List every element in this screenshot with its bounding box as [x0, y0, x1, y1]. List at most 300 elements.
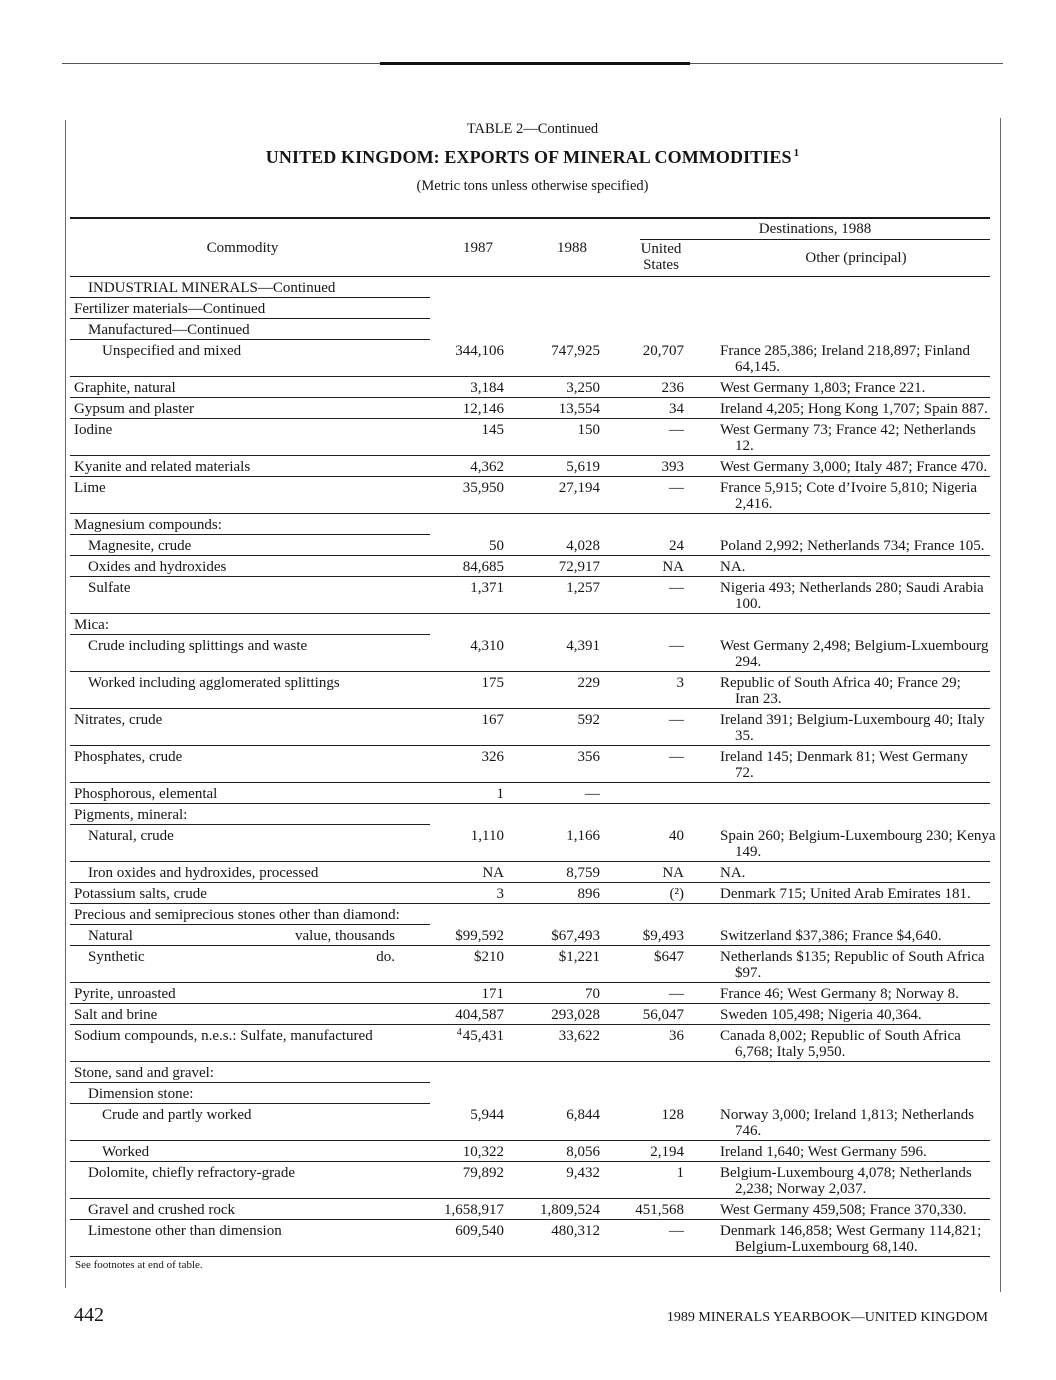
- destinations-other: [720, 638, 990, 670]
- destinations-other: [720, 1144, 990, 1160]
- value-1987-text: 171: [481, 986, 504, 1002]
- commodity-name: Kyanite and related materials: [74, 459, 251, 475]
- commodity-name: Nitrates, crude: [74, 712, 163, 728]
- commodity-name: Natural, crude: [88, 828, 174, 844]
- commodity-name: Mica:: [74, 617, 109, 633]
- commodity-name: Potassium salts, crude: [74, 886, 207, 902]
- commodity-cell: [70, 675, 430, 691]
- value-1988: 480,312: [551, 1223, 600, 1239]
- header-other-principal: Other (principal): [805, 250, 907, 266]
- value-1987-text: 4,362: [470, 459, 504, 475]
- commodity-cell: [70, 580, 430, 596]
- table-row: [70, 983, 990, 1004]
- value-1987: [430, 986, 504, 1002]
- commodity-name: Unspecified and mixed: [102, 343, 242, 359]
- commodity-name: Gravel and crushed rock: [88, 1202, 236, 1218]
- commodity-cell: [70, 1065, 430, 1081]
- commodity-name: Gypsum and plaster: [74, 401, 194, 417]
- destinations-other-line: Ireland 4,205; Hong Kong 1,707; Spain 887.: [720, 401, 988, 417]
- table-row: [70, 556, 990, 577]
- destinations-other-line: Ireland 145; Denmark 81; West Germany: [720, 749, 969, 765]
- commodity-cell: [70, 559, 430, 575]
- header-1987: 1987: [463, 240, 493, 256]
- destinations-other-line: Spain 260; Belgium-Luxembourg 230; Kenya: [720, 828, 996, 844]
- destinations-other: [720, 480, 990, 512]
- value-1987: [430, 786, 504, 802]
- destinations-other: [720, 459, 990, 475]
- destinations-other: [720, 1202, 990, 1218]
- commodity-cell: [70, 986, 430, 1002]
- destinations-other: [720, 712, 990, 744]
- table-row: [70, 456, 990, 477]
- commodity-name: Phosphates, crude: [74, 749, 183, 765]
- commodity-name: Magnesium compounds:: [74, 517, 222, 533]
- destinations-other-line: Republic of South Africa 40; France 29;: [720, 675, 961, 691]
- top-page-rule-heavy: [380, 62, 690, 65]
- value-1987: [430, 1007, 504, 1023]
- table-row: [70, 398, 990, 419]
- table-row: [70, 1141, 990, 1162]
- destinations-other-line: Switzerland $37,386; France $4,640.: [720, 928, 942, 944]
- value-united-states: —: [669, 1223, 684, 1239]
- commodity-cell: [70, 401, 430, 417]
- commodity-unit: do.: [376, 949, 395, 965]
- value-1987: [430, 1165, 504, 1181]
- value-1987: [430, 343, 504, 359]
- table-label: TABLE 2—Continued: [466, 121, 599, 137]
- destinations-other: [720, 886, 990, 902]
- commodity-cell: [70, 1202, 430, 1218]
- value-1987-text: $99,592: [455, 928, 504, 944]
- destinations-other-line: NA.: [720, 559, 746, 575]
- table-row: [70, 1220, 990, 1257]
- commodity-name: Worked including agglomerated splittings: [88, 675, 340, 691]
- value-united-states: $647: [654, 949, 684, 965]
- value-1987: [430, 928, 504, 944]
- value-1987: [430, 1028, 504, 1044]
- commodity-cell: [70, 459, 430, 475]
- value-united-states: 236: [661, 380, 684, 396]
- value-1987-text: 344,106: [455, 343, 504, 359]
- commodity-name: Salt and brine: [74, 1007, 158, 1023]
- value-1987: [430, 1107, 504, 1123]
- commodity-cell: [70, 786, 430, 802]
- value-united-states: —: [669, 580, 684, 596]
- value-1988: 150: [577, 422, 600, 438]
- value-1988: 70: [585, 986, 600, 1002]
- destinations-other-line: 294.: [735, 654, 762, 670]
- destinations-other: [720, 1223, 990, 1255]
- table-group-heading: [70, 277, 990, 298]
- value-1987-text: 1,658,917: [444, 1202, 504, 1218]
- destinations-other: [720, 559, 990, 575]
- destinations-other: [720, 401, 990, 417]
- value-united-states: 451,568: [635, 1202, 684, 1218]
- table-title: [65, 146, 1000, 168]
- value-1987: [430, 949, 504, 965]
- destinations-other: [720, 1065, 990, 1081]
- header-commodity: Commodity: [206, 240, 279, 256]
- value-1988: 9,432: [566, 1165, 600, 1181]
- destinations-other: [720, 675, 990, 707]
- table-row: [70, 946, 990, 983]
- commodity-cell: [70, 886, 430, 902]
- value-1988: 72,917: [558, 559, 600, 575]
- commodity-cell: [70, 1107, 430, 1123]
- destinations-other: [720, 580, 990, 612]
- value-1988: 6,844: [566, 1107, 600, 1123]
- destinations-other: [720, 949, 990, 981]
- value-1987-text: 10,322: [462, 1144, 504, 1160]
- value-1987-text: 84,685: [462, 559, 504, 575]
- destinations-rule: [640, 239, 990, 240]
- footnote-marker: 4: [456, 1027, 462, 1038]
- value-1987: [430, 1144, 504, 1160]
- table-row: [70, 709, 990, 746]
- destinations-other: [720, 865, 990, 881]
- commodity-name: Synthetic: [88, 949, 145, 965]
- commodity-cell: [70, 422, 430, 438]
- destinations-other-line: Nigeria 493; Netherlands 280; Saudi Arabia: [720, 580, 984, 596]
- destinations-other-line: Poland 2,992; Netherlands 734; France 105.: [720, 538, 985, 554]
- commodity-name: Stone, sand and gravel:: [74, 1065, 214, 1081]
- table-group-heading: [70, 514, 990, 535]
- destinations-other-line: Ireland 391; Belgium-Luxembourg 40; Italy: [720, 712, 985, 728]
- commodity-name: Graphite, natural: [74, 380, 176, 396]
- value-united-states: —: [669, 422, 684, 438]
- commodity-cell: [70, 807, 430, 823]
- commodity-name: Precious and semiprecious stones other than diamond:: [74, 907, 400, 923]
- commodity-name: Pyrite, unroasted: [74, 986, 176, 1002]
- commodity-name: Phosphorous, elemental: [74, 786, 218, 802]
- destinations-other: [720, 986, 990, 1002]
- value-1987-text: 404,587: [455, 1007, 504, 1023]
- table-group-heading: [70, 614, 990, 635]
- header-us-line1: United: [640, 241, 682, 257]
- destinations-other: [720, 907, 990, 923]
- value-1987-text: 1,371: [470, 580, 504, 596]
- destinations-other-line: 6,768; Italy 5,950.: [735, 1044, 846, 1060]
- value-1987: [430, 886, 504, 902]
- commodity-cell: [70, 280, 430, 296]
- value-united-states: 2,194: [650, 1144, 684, 1160]
- value-1988: 5,619: [566, 459, 600, 475]
- destinations-other-line: $97.: [735, 965, 762, 981]
- value-1987: [430, 401, 504, 417]
- commodity-cell: [70, 828, 430, 844]
- destinations-other-line: Iran 23.: [735, 691, 782, 707]
- destinations-other-line: 72.: [735, 765, 754, 781]
- destinations-other: [720, 301, 990, 317]
- table-group-heading: [70, 1083, 990, 1104]
- page-number: 442: [74, 1304, 104, 1326]
- destinations-other-line: Norway 3,000; Ireland 1,813; Netherlands: [720, 1107, 975, 1123]
- commodity-cell: [70, 1086, 430, 1102]
- value-1987-text: 35,950: [462, 480, 504, 496]
- value-united-states: NA: [662, 559, 684, 575]
- value-united-states: —: [669, 480, 684, 496]
- value-1988: 4,391: [566, 638, 600, 654]
- destinations-other-line: 149.: [735, 844, 762, 860]
- table-row: [70, 1104, 990, 1141]
- commodity-cell: [70, 907, 430, 923]
- value-united-states: —: [669, 749, 684, 765]
- table-group-heading: [70, 298, 990, 319]
- value-1988: 293,028: [551, 1007, 600, 1023]
- destinations-other-line: Denmark 146,858; West Germany 114,821;: [720, 1223, 982, 1239]
- destinations-other-line: 35.: [735, 728, 754, 744]
- destinations-other: [720, 422, 990, 454]
- commodity-name: Sulfate: [88, 580, 131, 596]
- commodity-name: Sodium compounds, n.e.s.: Sulfate, manufactured: [74, 1028, 373, 1044]
- table-title-text: UNITED KINGDOM: EXPORTS OF MINERAL COMMODITIES: [265, 147, 792, 167]
- destinations-other-line: 64,145.: [735, 359, 780, 375]
- value-1988: 33,622: [558, 1028, 600, 1044]
- value-1987-text: 79,892: [462, 1165, 504, 1181]
- destinations-other-line: Netherlands $135; Republic of South Africa: [720, 949, 985, 965]
- table-group-heading: [70, 804, 990, 825]
- table-row: [70, 635, 990, 672]
- destinations-other-line: 746.: [735, 1123, 762, 1139]
- table-row: [70, 340, 990, 377]
- destinations-other: [720, 1165, 990, 1197]
- commodity-cell: [70, 517, 430, 533]
- destinations-other-line: France 46; West Germany 8; Norway 8.: [720, 986, 959, 1002]
- destinations-other-line: Belgium-Luxembourg 68,140.: [735, 1239, 918, 1255]
- commodity-cell: [70, 322, 430, 338]
- destinations-other: [720, 1028, 990, 1060]
- commodity-cell: [70, 380, 430, 396]
- value-united-states: 56,047: [642, 1007, 684, 1023]
- table-group-heading: [70, 1062, 990, 1083]
- value-united-states: 20,707: [642, 343, 684, 359]
- table-row: [70, 1004, 990, 1025]
- value-1987: [430, 1202, 504, 1218]
- value-1987-text: 167: [481, 712, 504, 728]
- commodity-cell: [70, 1223, 430, 1239]
- value-1987: [430, 828, 504, 844]
- value-1987-text: 1: [496, 786, 504, 802]
- destinations-other-line: West Germany 1,803; France 221.: [720, 380, 926, 396]
- commodity-name: Worked: [102, 1144, 150, 1160]
- value-united-states: 3: [676, 675, 684, 691]
- value-1987: [430, 638, 504, 654]
- destinations-other: [720, 1107, 990, 1139]
- destinations-other: [720, 1007, 990, 1023]
- value-1987-text: 609,540: [455, 1223, 504, 1239]
- table-row: [70, 672, 990, 709]
- commodity-name: Oxides and hydroxides: [88, 559, 227, 575]
- commodity-name: Limestone other than dimension: [88, 1223, 282, 1239]
- value-united-states: 393: [661, 459, 684, 475]
- destinations-other: [720, 749, 990, 781]
- destinations-other-line: Sweden 105,498; Nigeria 40,364.: [720, 1007, 922, 1023]
- destinations-other-line: Canada 8,002; Republic of South Africa: [720, 1028, 961, 1044]
- value-united-states: —: [669, 712, 684, 728]
- destinations-other-line: France 5,915; Cote d’Ivoire 5,810; Nigeria: [720, 480, 978, 496]
- value-1987-text: 45,431: [462, 1028, 504, 1044]
- destinations-other-line: West Germany 3,000; Italy 487; France 470.: [720, 459, 988, 475]
- value-1987: [430, 559, 504, 575]
- commodity-cell: [70, 638, 430, 654]
- destinations-other: [720, 343, 990, 375]
- table-row: [70, 419, 990, 456]
- destinations-other: [720, 380, 990, 396]
- commodity-cell: [70, 949, 430, 965]
- value-united-states: 36: [669, 1028, 684, 1044]
- commodity-cell: [70, 480, 430, 496]
- commodity-name: INDUSTRIAL MINERALS—Continued: [88, 280, 336, 296]
- footnote-reference: See footnotes at end of table.: [75, 1259, 203, 1271]
- left-margin-line: [65, 120, 66, 1288]
- destinations-other-line: 100.: [735, 596, 762, 612]
- value-united-states: 40: [669, 828, 684, 844]
- value-1988: 747,925: [551, 343, 600, 359]
- destinations-other-line: West Germany 73; France 42; Netherlands: [720, 422, 976, 438]
- destinations-other-line: Denmark 715; United Arab Emirates 181.: [720, 886, 971, 902]
- commodity-name: Iodine: [74, 422, 113, 438]
- destinations-other: [720, 807, 990, 823]
- destinations-other: [720, 538, 990, 554]
- value-united-states: 128: [661, 1107, 684, 1123]
- commodity-cell: [70, 865, 430, 881]
- value-united-states: NA: [662, 865, 684, 881]
- table-row: [70, 535, 990, 556]
- commodity-cell: [70, 538, 430, 554]
- value-1987-text: 1,110: [470, 828, 504, 844]
- value-1988: 1,166: [566, 828, 600, 844]
- value-united-states: (²): [669, 886, 684, 902]
- value-united-states: —: [669, 986, 684, 1002]
- value-1987: [430, 580, 504, 596]
- value-1987: [430, 865, 504, 881]
- table-group-heading: [70, 319, 990, 340]
- value-1987-text: 3: [496, 886, 504, 902]
- value-1987-text: 3,184: [470, 380, 504, 396]
- table-row: [70, 862, 990, 883]
- destinations-other: [720, 517, 990, 533]
- value-1987: [430, 480, 504, 496]
- table-subtitle: (Metric tons unless otherwise specified): [416, 178, 649, 194]
- table-row: [70, 825, 996, 862]
- commodity-name: Natural: [88, 928, 133, 944]
- value-1987: [430, 675, 504, 691]
- commodity-cell: [70, 1028, 430, 1044]
- commodity-name: Magnesite, crude: [88, 538, 192, 554]
- header-united-states: [620, 241, 702, 273]
- running-title: 1989 MINERALS YEARBOOK—UNITED KINGDOM: [666, 1310, 988, 1325]
- value-united-states: 34: [669, 401, 684, 417]
- table-row: [70, 1025, 990, 1062]
- commodity-cell: [70, 301, 430, 317]
- destinations-other: [720, 786, 990, 802]
- destinations-other-line: West Germany 459,508; France 370,330.: [720, 1202, 967, 1218]
- destinations-other: [720, 617, 990, 633]
- destinations-other: [720, 280, 990, 296]
- value-1988: 4,028: [566, 538, 600, 554]
- table-row: [70, 783, 990, 804]
- header-us-line2: States: [643, 257, 679, 273]
- value-1987: [430, 422, 504, 438]
- value-1988: 8,056: [566, 1144, 600, 1160]
- commodity-cell: [70, 1007, 430, 1023]
- destinations-other-line: NA.: [720, 865, 746, 881]
- commodity-cell: [70, 617, 430, 633]
- value-1988: 27,194: [558, 480, 600, 496]
- value-1987: [430, 1223, 504, 1239]
- value-1987-text: 5,944: [470, 1107, 504, 1123]
- commodity-name: Manufactured—Continued: [88, 322, 250, 338]
- destinations-other: [720, 928, 990, 944]
- table-row: [70, 577, 990, 614]
- value-1987-text: 50: [489, 538, 504, 554]
- commodity-cell: [70, 928, 430, 944]
- commodity-name: Pigments, mineral:: [74, 807, 188, 823]
- table-group-heading: [70, 904, 990, 925]
- destinations-other-line: Belgium-Luxembourg 4,078; Netherlands: [720, 1165, 972, 1181]
- table-row: [70, 1162, 990, 1199]
- destinations-other-line: West Germany 2,498; Belgium-Lxuembourg: [720, 638, 989, 654]
- commodity-cell: [70, 712, 430, 728]
- table-body: [70, 277, 996, 1257]
- commodity-cell: [70, 1144, 430, 1160]
- destinations-other: [720, 1086, 990, 1102]
- title-footnote-marker: 1: [793, 147, 800, 159]
- value-1987: [430, 380, 504, 396]
- destinations-other-line: 2,238; Norway 2,037.: [735, 1181, 867, 1197]
- table-row: [70, 377, 990, 398]
- value-1987-text: $210: [474, 949, 504, 965]
- destinations-other: [720, 322, 990, 338]
- destinations-other-line: France 285,386; Ireland 218,897; Finland: [720, 343, 970, 359]
- value-1988: 229: [577, 675, 600, 691]
- value-1988: 1,257: [566, 580, 600, 596]
- value-1988: 1,809,524: [540, 1202, 600, 1218]
- value-united-states: $9,493: [642, 928, 684, 944]
- value-1988: —: [585, 786, 600, 802]
- header-destinations: Destinations, 1988: [758, 221, 872, 237]
- commodity-name: Fertilizer materials—Continued: [74, 301, 266, 317]
- commodity-name: Crude and partly worked: [102, 1107, 252, 1123]
- value-united-states: 1: [676, 1165, 684, 1181]
- value-1987: [430, 459, 504, 475]
- value-1987-text: 175: [481, 675, 504, 691]
- commodity-cell: [70, 343, 430, 359]
- value-1988: 592: [577, 712, 600, 728]
- value-1988: $67,493: [551, 928, 600, 944]
- table-row: [70, 746, 990, 783]
- commodity-unit: value, thousands: [295, 928, 395, 944]
- commodity-name: Crude including splittings and waste: [88, 638, 308, 654]
- right-margin-line: [1000, 118, 1001, 1292]
- destinations-other-line: 2,416.: [735, 496, 773, 512]
- value-1987-text: 4,310: [470, 638, 504, 654]
- value-1987-text: 326: [481, 749, 504, 765]
- value-1988: 356: [577, 749, 600, 765]
- destinations-other: [720, 828, 996, 860]
- value-1988: 3,250: [566, 380, 600, 396]
- destinations-other-line: 12.: [735, 438, 754, 454]
- value-united-states: —: [669, 638, 684, 654]
- header-1988: 1988: [557, 240, 587, 256]
- value-1987: [430, 538, 504, 554]
- table-top-rule: [70, 217, 990, 219]
- value-1988: 8,759: [566, 865, 600, 881]
- commodity-cell: [70, 749, 430, 765]
- value-1988: $1,221: [558, 949, 600, 965]
- value-1988: 896: [577, 886, 600, 902]
- table-row: [70, 925, 990, 946]
